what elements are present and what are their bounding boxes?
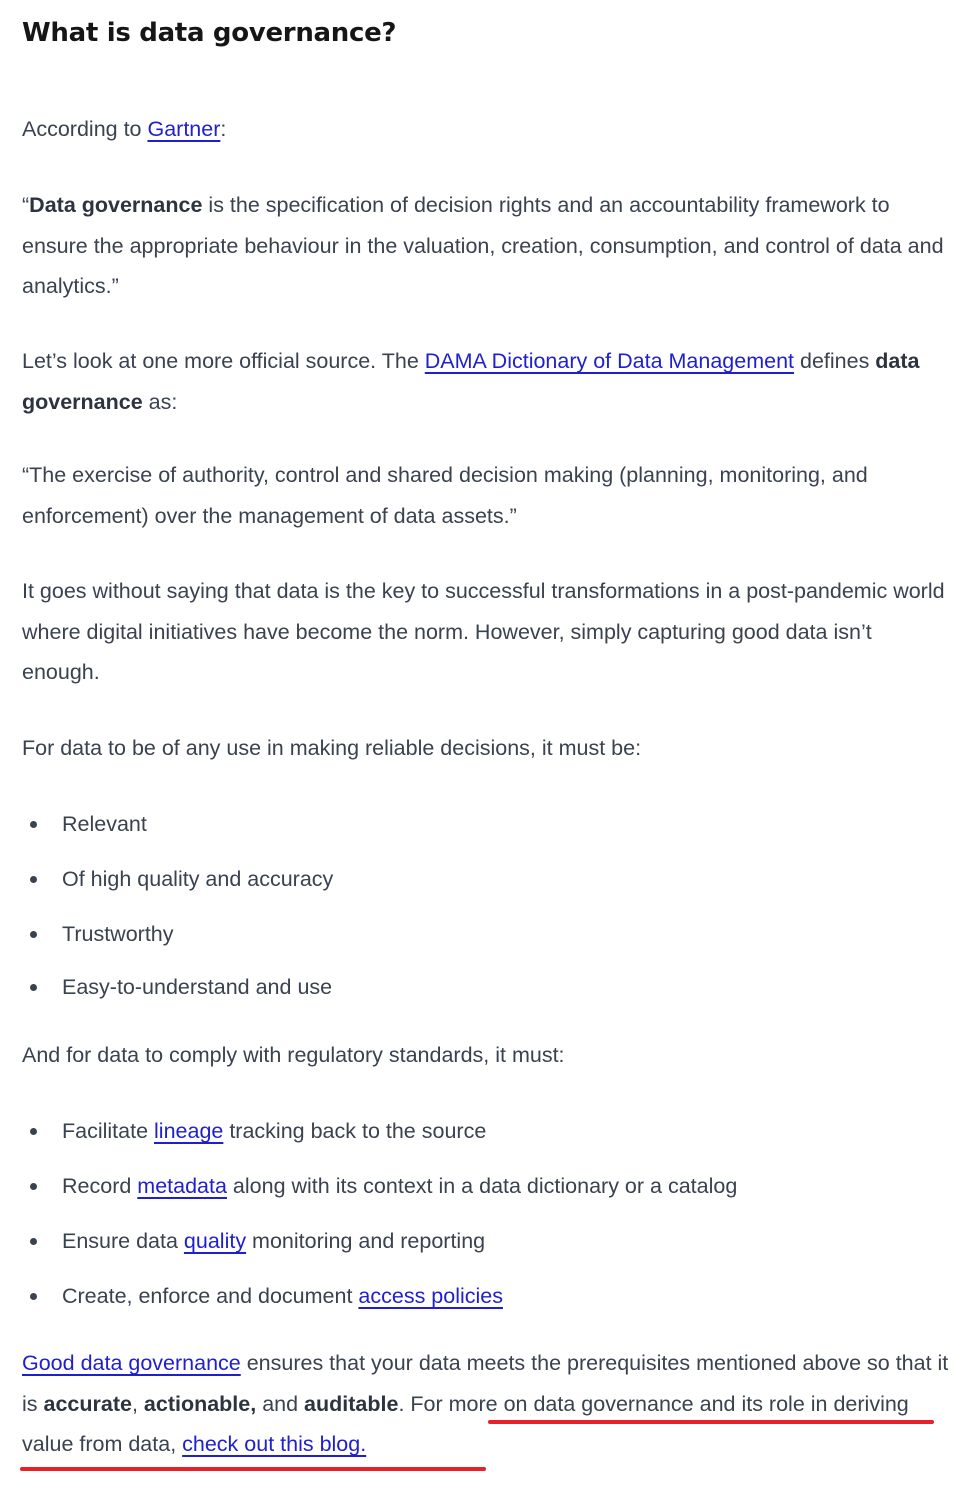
list-item <box>22 864 952 919</box>
compliance-requirements-list <box>22 1116 952 1311</box>
list-item-text: Create, enforce and document <box>62 1284 359 1308</box>
bullet-icon <box>30 1238 37 1245</box>
red-annotation-underline <box>20 1467 486 1471</box>
bullet-icon <box>30 931 37 938</box>
list-item <box>22 919 952 972</box>
list-item <box>22 972 952 1002</box>
list-item <box>22 1226 952 1281</box>
bold-auditable: auditable <box>304 1391 399 1416</box>
bullet-icon <box>30 876 37 883</box>
closing-text: . <box>398 1391 411 1416</box>
good-data-governance-link[interactable]: Good data governance <box>22 1351 241 1375</box>
bullet-icon <box>30 1128 37 1135</box>
list-item-text: tracking back to the source <box>223 1119 487 1143</box>
gartner-link[interactable]: Gartner <box>147 117 221 141</box>
list-item-text: Of high quality and accuracy <box>62 867 334 891</box>
quote-text: is the specification of decision rights and an accountability framework to ensure the appropriate behaviour in the valuation, creation, consumption, and control of data and analytics.” <box>22 193 944 298</box>
quote-open: “ <box>22 193 30 217</box>
dama-bold-term: data governance <box>22 349 920 414</box>
list-item-text: along with its context in a data dictionary or a catalog <box>226 1174 738 1198</box>
list-item-text: monitoring and reporting <box>246 1229 486 1253</box>
closing-paragraph <box>22 1343 952 1465</box>
decision-requirements-list <box>22 809 952 1002</box>
list-item-text: Relevant <box>62 812 147 836</box>
dama-intro-middle: defines <box>794 349 876 373</box>
list-item-text: Trustworthy <box>62 922 174 946</box>
dama-quote: “The exercise of authority, control and shared decision making (planning, monitoring, and enforcement) over the management of data assets.” <box>22 463 868 528</box>
list-item-text: Easy-to-understand and use <box>62 975 333 999</box>
bold-actionable: actionable, <box>143 1391 257 1416</box>
gartner-quote <box>22 185 952 307</box>
highlighted-sentence: For more on data governance and its role in deriving value from data, <box>22 1391 909 1456</box>
dama-intro-paragraph <box>22 341 952 422</box>
bullet-icon <box>30 1183 37 1190</box>
intro-colon: : <box>220 117 227 141</box>
intro-paragraph <box>22 109 952 150</box>
bullet-icon <box>30 821 37 828</box>
list-item <box>22 809 952 864</box>
dama-intro-suffix: as: <box>142 389 178 414</box>
intro-text: According to <box>22 117 148 141</box>
section-heading: What is data governance? <box>22 18 397 48</box>
dama-intro-text: Let’s look at one more official source. The <box>22 349 425 373</box>
list-item-text: Record <box>62 1174 138 1198</box>
decisions-intro: For data to be of any use in making reliable decisions, it must be: <box>22 736 642 760</box>
closing-sep: and <box>256 1391 305 1416</box>
quote-bold-term: Data governance <box>29 193 203 217</box>
bullet-icon <box>30 1293 37 1300</box>
access-policies-link[interactable]: access policies <box>358 1284 503 1308</box>
check-out-blog-link[interactable]: check out this blog. <box>182 1432 367 1456</box>
list-item-text: Facilitate <box>62 1119 155 1143</box>
list-item <box>22 1281 952 1311</box>
quality-link[interactable]: quality <box>183 1229 247 1253</box>
list-item <box>22 1116 952 1171</box>
compliance-intro: And for data to comply with regulatory standards, it must: <box>22 1043 565 1067</box>
bold-accurate: accurate <box>43 1391 132 1416</box>
metadata-link[interactable]: metadata <box>137 1174 227 1198</box>
red-annotation-underline <box>488 1420 934 1424</box>
dama-dictionary-link[interactable]: DAMA Dictionary of Data Management <box>424 349 795 373</box>
closing-sep: , <box>131 1391 144 1416</box>
list-item <box>22 1171 952 1226</box>
list-item-text: Ensure data <box>62 1229 184 1253</box>
context-paragraph: It goes without saying that data is the key to successful transformations in a post-pandemic world where digital initiatives have become the norm. However, simply capturing good data isn’t enough. <box>22 579 945 684</box>
lineage-link[interactable]: lineage <box>154 1119 224 1143</box>
bullet-icon <box>30 984 37 991</box>
closing-text: ensures that your data meets the prerequisites mentioned above so that it is <box>22 1351 949 1416</box>
